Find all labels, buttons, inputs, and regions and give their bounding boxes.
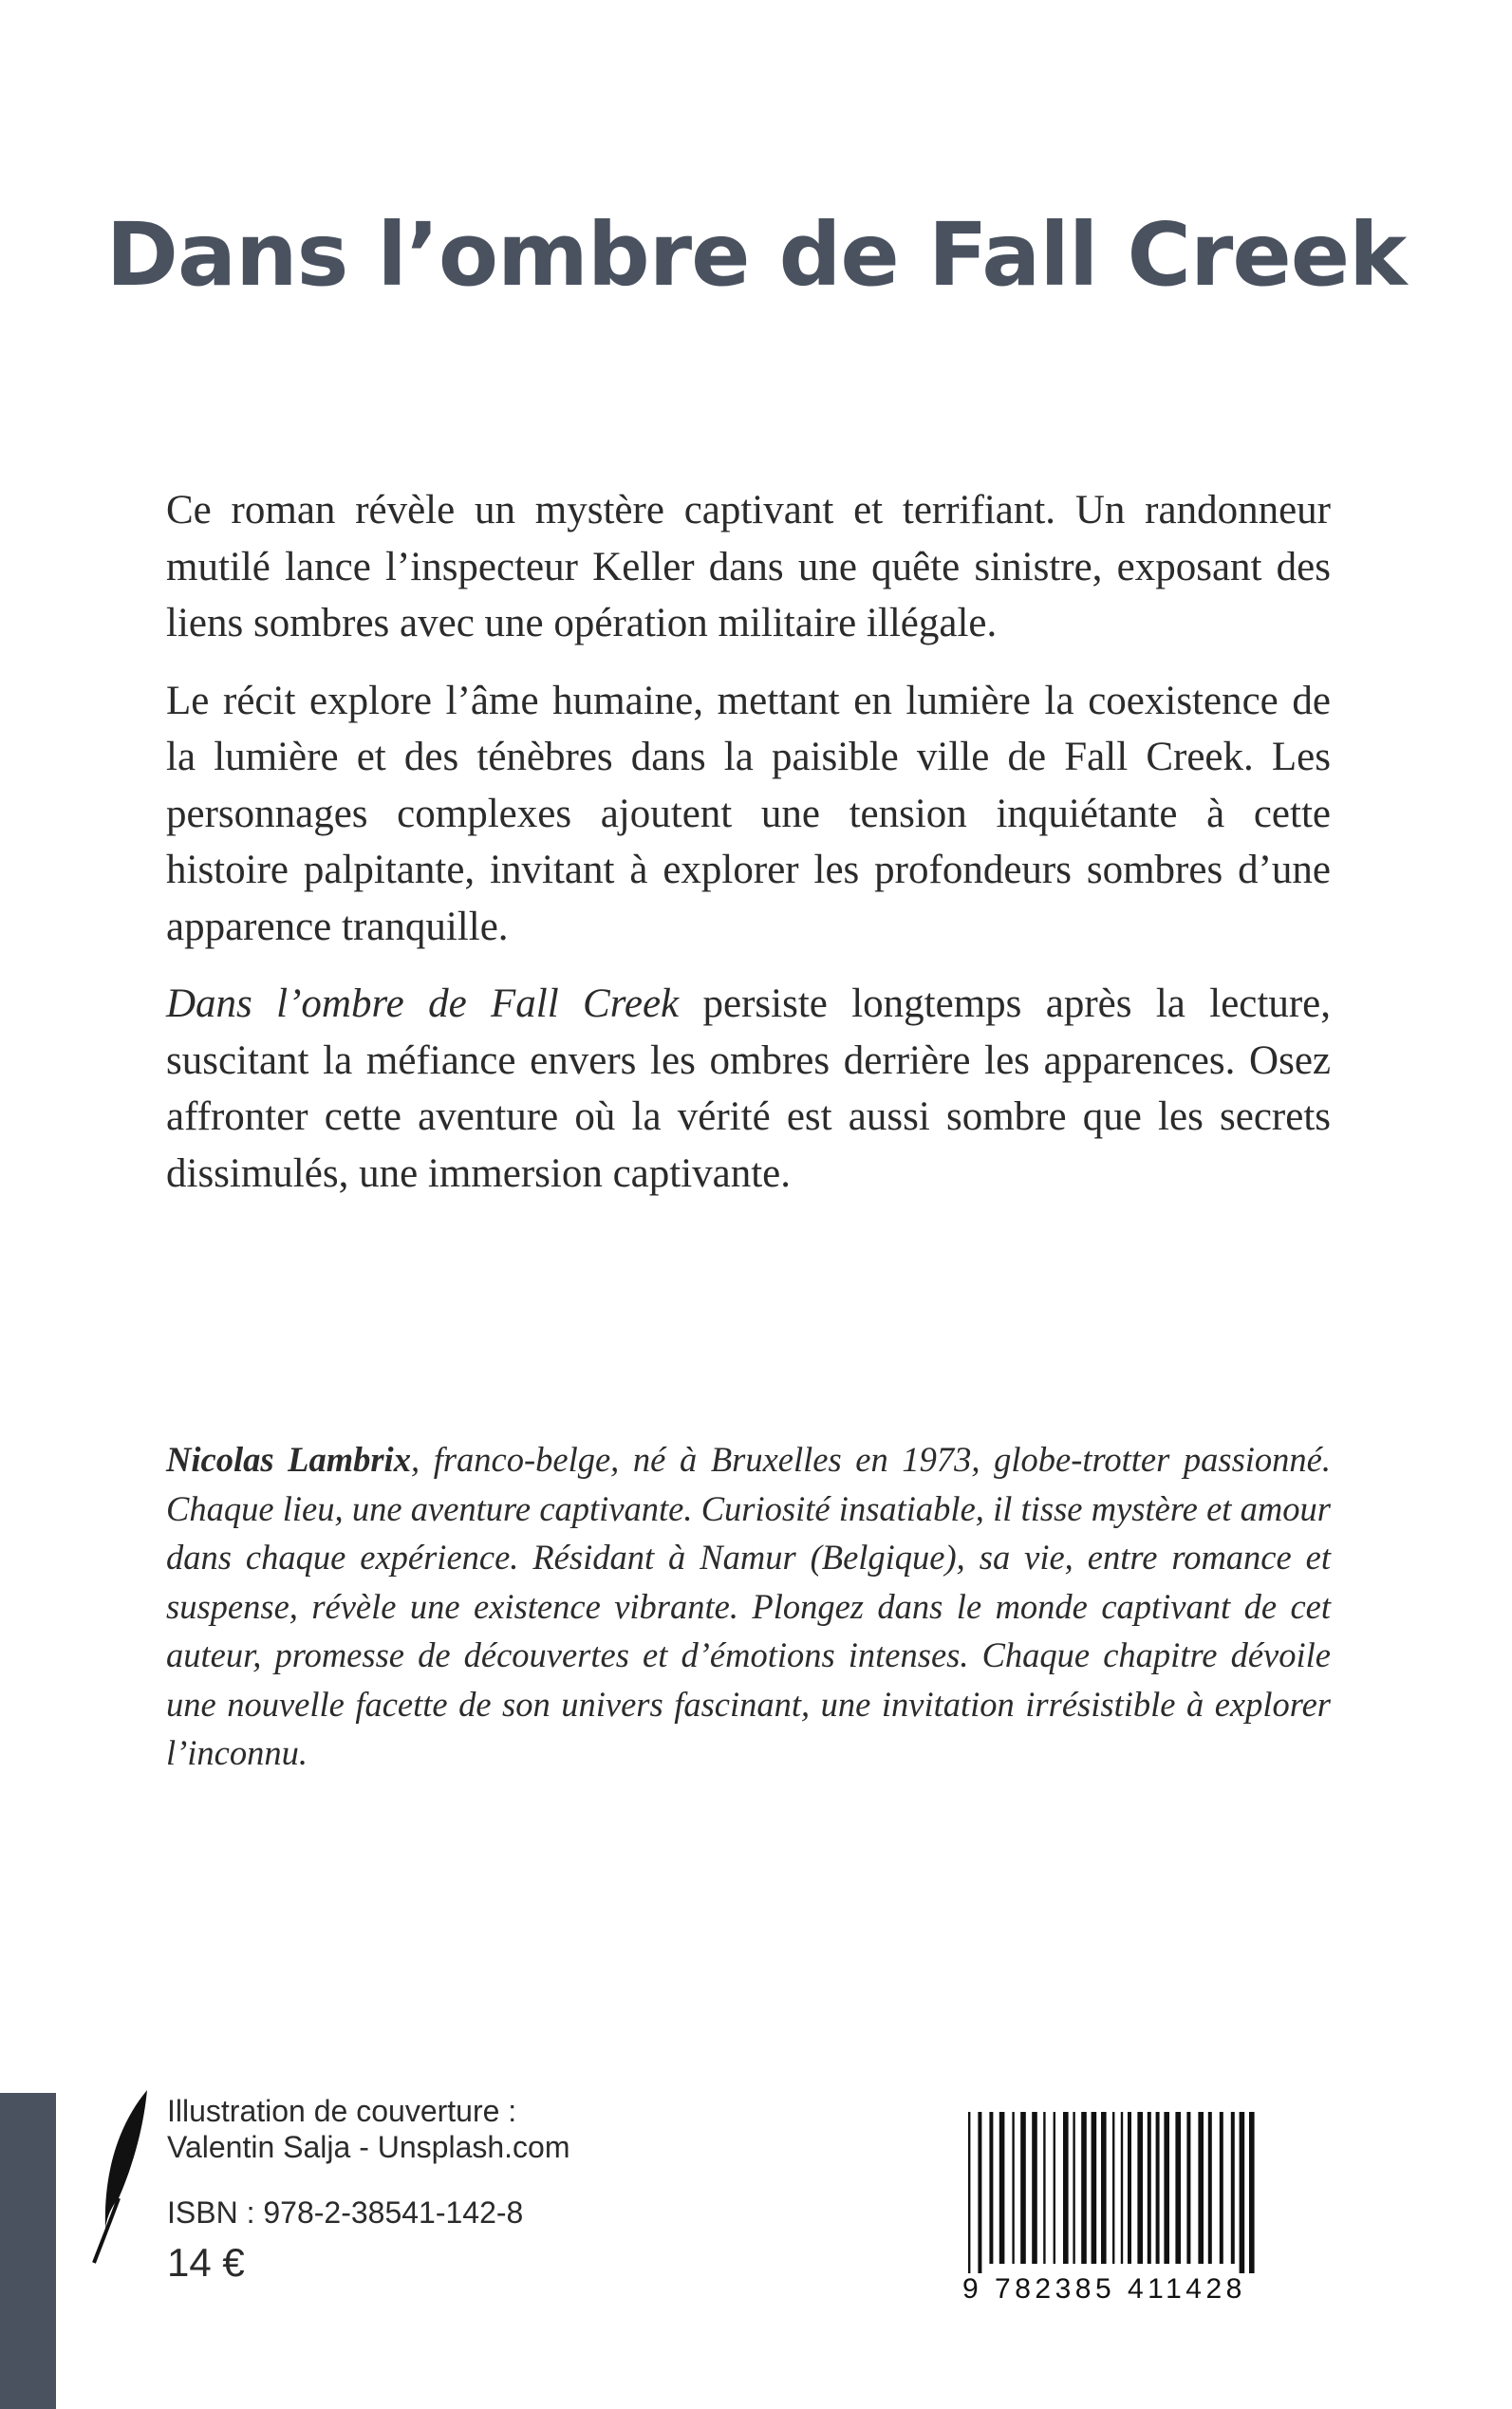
barcode-digits: 9 782385 411428 bbox=[962, 2273, 1246, 2305]
blurb-book-title-italic: Dans l’ombre de Fall Creek bbox=[166, 981, 680, 1026]
barcode-bar bbox=[1121, 2112, 1123, 2264]
barcode bbox=[962, 2112, 1323, 2273]
barcode-bar bbox=[1032, 2112, 1037, 2264]
barcode-bar bbox=[1220, 2112, 1223, 2264]
barcode-bar bbox=[1073, 2112, 1074, 2264]
barcode-bar bbox=[989, 2112, 993, 2264]
barcode-bar bbox=[999, 2112, 1005, 2264]
barcode-bar bbox=[1043, 2112, 1045, 2264]
blurb-paragraph-3 bbox=[166, 976, 1331, 1202]
barcode-bar bbox=[1148, 2112, 1151, 2264]
barcode-bar bbox=[1101, 2112, 1107, 2264]
blurb-paragraph-1: Ce roman révèle un mystère captivant et terrifiant. Un randonneur mutilé lance l’inspecteur Keller dans une quête sinistre, exposant des liens sombres avec une opération militaire illégale. bbox=[166, 488, 1331, 645]
barcode-bar bbox=[1198, 2112, 1204, 2264]
barcode-bar bbox=[1012, 2112, 1014, 2264]
barcode-bar bbox=[1156, 2112, 1160, 2264]
book-title: Dans l’ombre de Fall Creek bbox=[105, 204, 1407, 306]
publisher-sidebar-bar bbox=[0, 2093, 56, 2409]
barcode-bar bbox=[1231, 2112, 1235, 2264]
barcode-bar bbox=[1112, 2112, 1114, 2264]
back-cover-blurb bbox=[166, 482, 1331, 1223]
blurb-paragraph-3-text: persiste longtemps après la lecture, suscitant la méfiance envers les ombres derrière les apparences. Osez affronter cette aventure où la vérité est aussi sombre que les secrets dissimulés, une immersion captivante. bbox=[166, 981, 1331, 1196]
barcode-bar bbox=[1128, 2112, 1131, 2264]
barcode-bar bbox=[1186, 2112, 1190, 2264]
barcode-bar bbox=[1164, 2112, 1169, 2264]
barcode-bar bbox=[1240, 2112, 1245, 2273]
author-name: Nicolas Lambrix bbox=[166, 1440, 411, 1479]
barcode-bar bbox=[1208, 2112, 1212, 2264]
barcode-bar bbox=[1175, 2112, 1181, 2264]
barcode-bar bbox=[1137, 2112, 1143, 2264]
feather-icon bbox=[90, 2086, 166, 2267]
author-bio bbox=[166, 1435, 1331, 1778]
credits-line-1: Illustration de couverture : bbox=[167, 2094, 517, 2128]
author-bio-text: , franco-belge, né à Bruxelles en 1973, globe-trotter passionné. Chaque lieu, une aventure captivante. Curiosité insatiable, il tisse mystère et amour dans chaque expérience. Résidant à Namur (Belgique), sa vie, entre romance et suspense, révèle une existence vibrante. Plongez dans le monde captivant de cet auteur, promesse de découvertes et d’émotions intenses. Chaque chapitre dévoile une nouvelle facette de son univers fascinant, une invitation irrésistible à explorer l’inconnu. bbox=[166, 1440, 1332, 1772]
barcode-bar bbox=[968, 2112, 970, 2273]
barcode-bar bbox=[1249, 2112, 1255, 2273]
barcode-bar bbox=[1054, 2112, 1055, 2264]
barcode-bar bbox=[1063, 2112, 1069, 2264]
cover-credits bbox=[167, 2093, 570, 2165]
credits-line-2: Valentin Salja - Unsplash.com bbox=[167, 2130, 570, 2164]
barcode-bar bbox=[978, 2112, 981, 2273]
barcode-bar bbox=[1020, 2112, 1026, 2264]
price-text: 14 € bbox=[167, 2240, 245, 2285]
barcode-bar bbox=[1092, 2112, 1097, 2264]
isbn-text: ISBN : 978-2-38541-142-8 bbox=[167, 2195, 524, 2230]
blurb-paragraph-2: Le récit explore l’âme humaine, mettant en lumière la coexistence de la lumière et des ténèbres dans la paisible ville de Fall Creek. Les personnages complexes ajoutent une tension inquiétante à cette histoire palpitante, invitant à explorer les profondeurs sombres d’une apparence tranquille. bbox=[166, 678, 1331, 949]
barcode-bar bbox=[1081, 2112, 1087, 2264]
